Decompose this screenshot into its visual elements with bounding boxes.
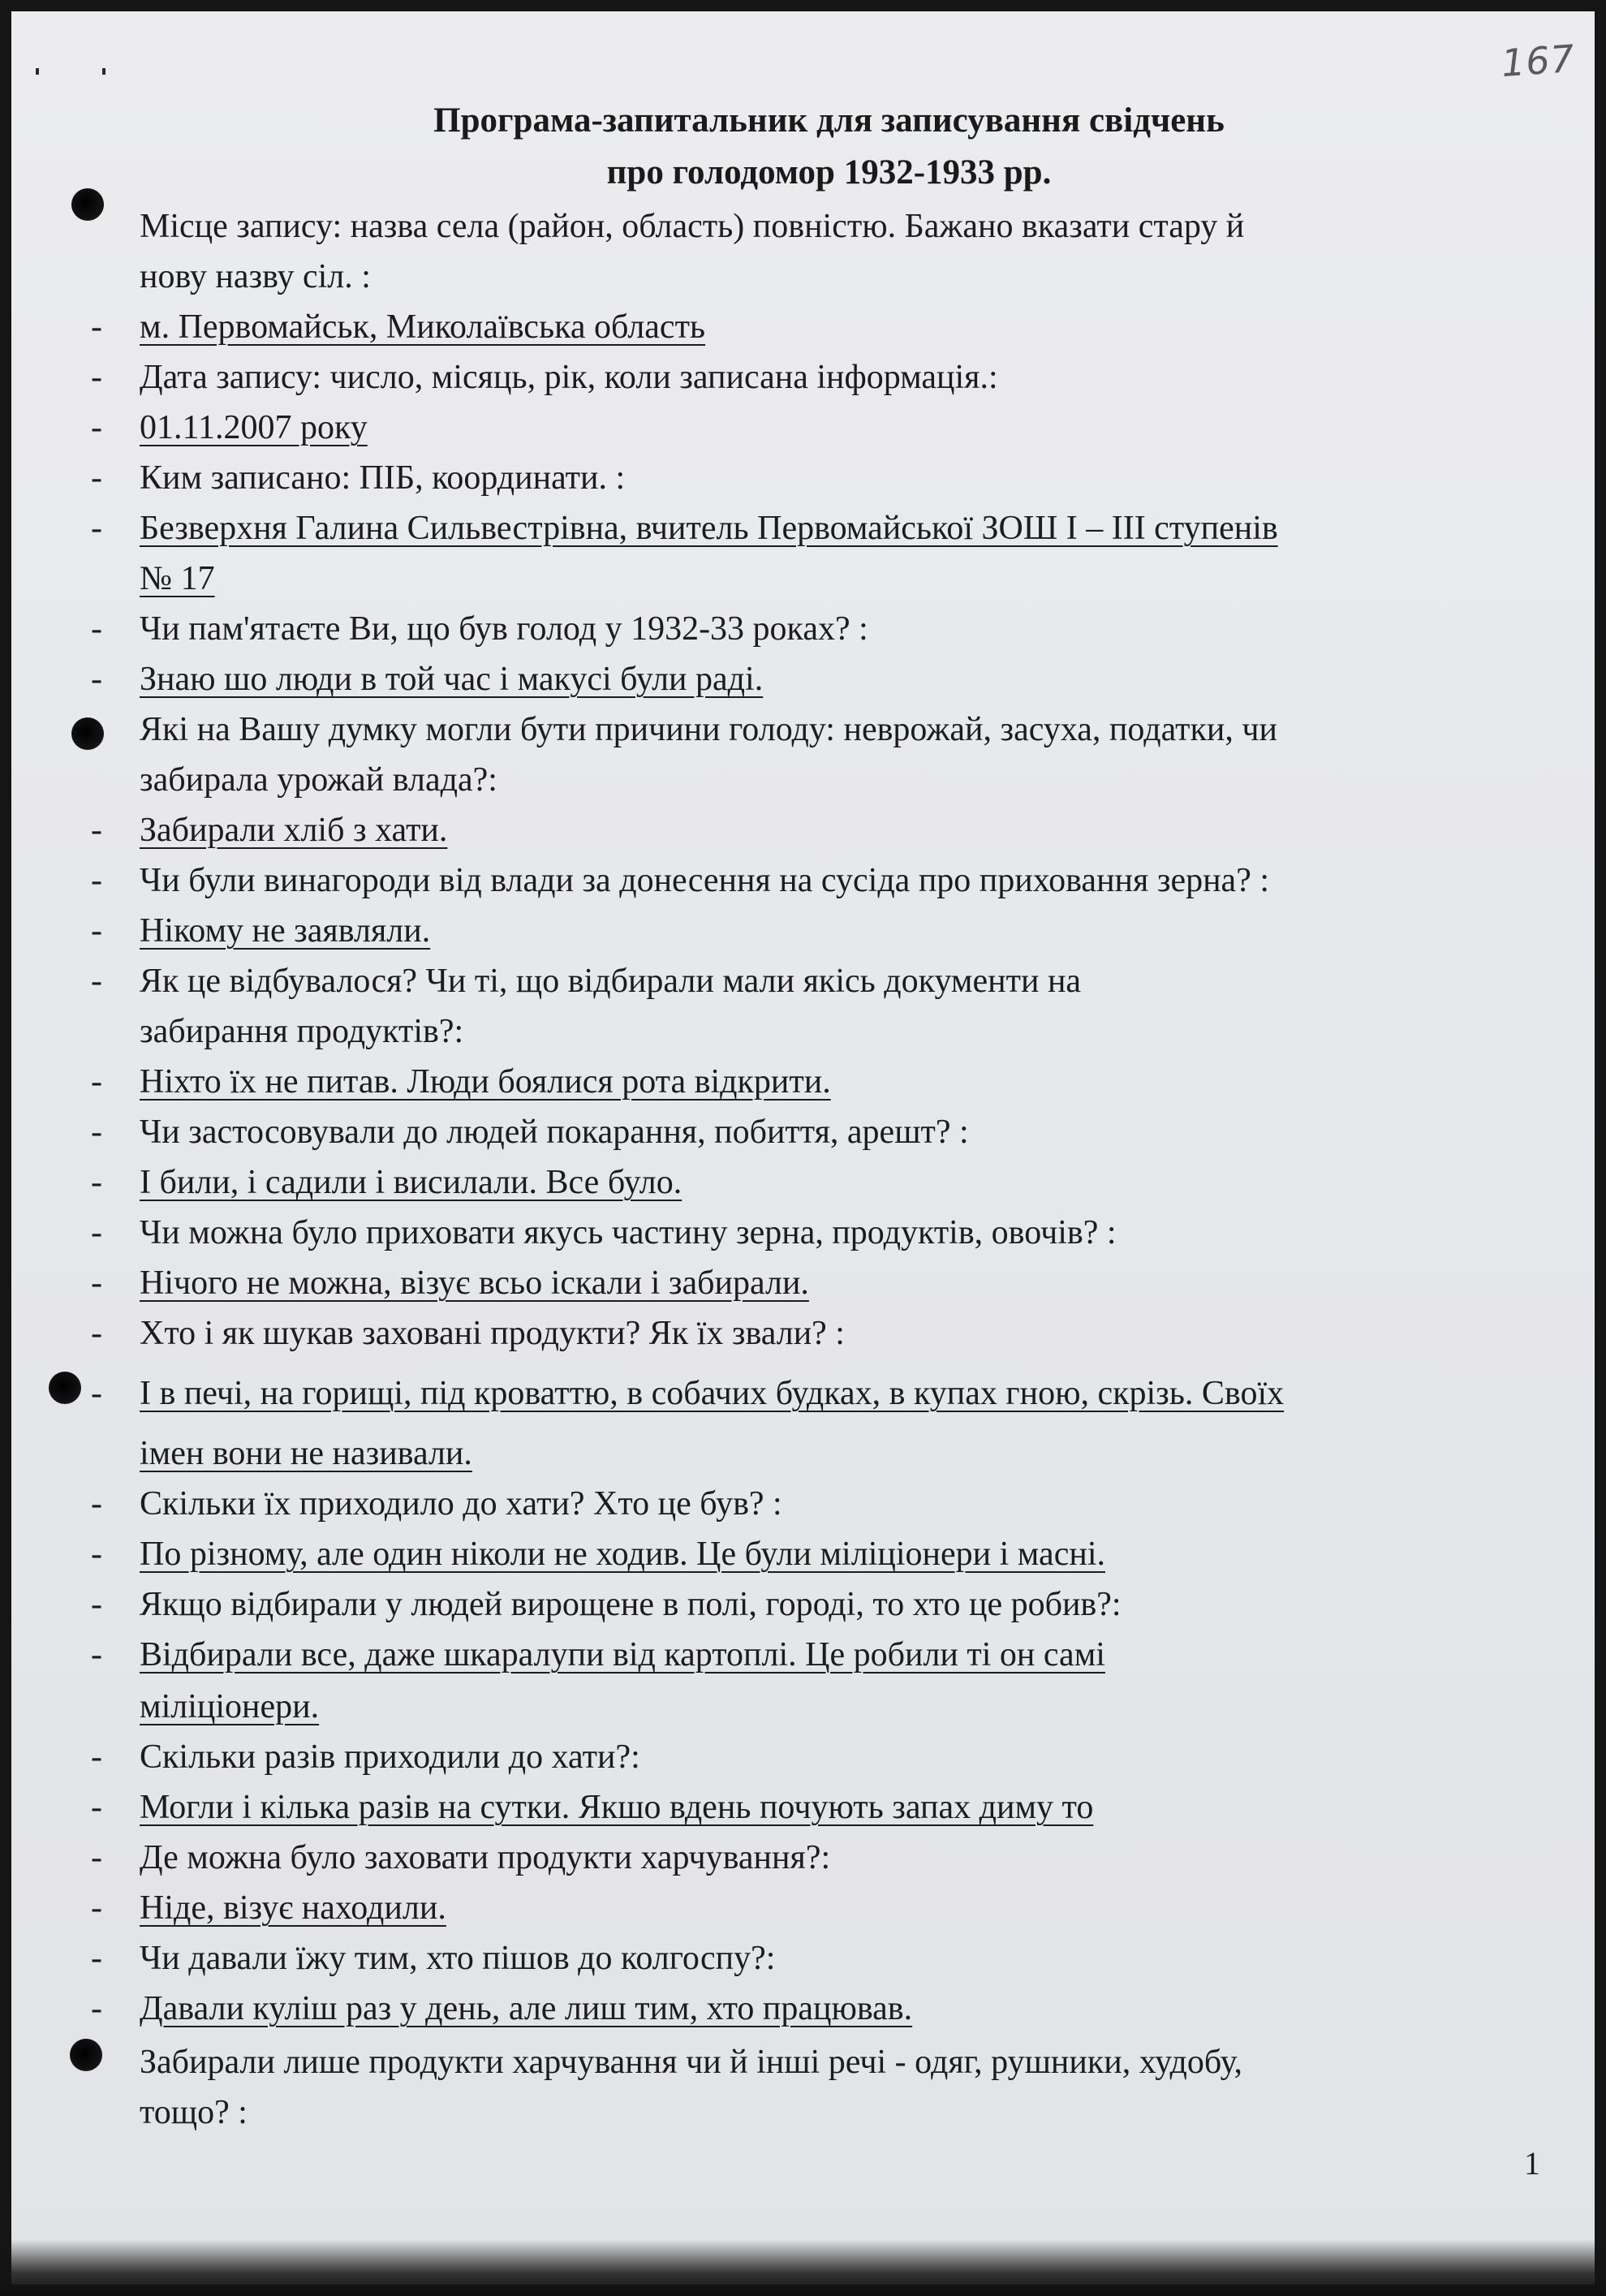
question-line: Чи застосовували до людей покарання, побиття, арешт? : — [140, 1114, 969, 1151]
list-dash: - — [91, 359, 102, 396]
list-dash: - — [91, 912, 102, 950]
question-line: Як це відбувалося? Чи ті, що відбирали мали якісь документи на — [140, 963, 1082, 1000]
answer-line: Відбирали все, даже шкаралупи від картоплі. Це робили ті он самі — [140, 1636, 1105, 1674]
list-dash: - — [91, 1636, 102, 1674]
list-dash: - — [91, 1940, 102, 1977]
answer-line: Знаю шо люди в той час і макусі були раді. — [140, 661, 764, 698]
answer-line: імен вони не називали. — [140, 1435, 472, 1472]
list-dash: - — [91, 812, 102, 849]
answer-line: Могли і кілька разів на сутки. Якшо вдень почують запах диму то — [140, 1789, 1094, 1826]
list-dash: - — [91, 1114, 102, 1151]
list-dash: - — [91, 1889, 102, 1927]
list-dash: - — [91, 963, 102, 1000]
question-line: Дата запису: число, місяць, рік, коли записана інформація.: — [140, 359, 998, 396]
list-dash: - — [91, 610, 102, 648]
list-dash: - — [91, 1375, 102, 1412]
question-line: Ким записано: ПІБ, координати. : — [140, 459, 626, 497]
question-line: Хто і як шукав заховані продукти? Як їх звали? : — [140, 1315, 845, 1352]
question-line: Які на Вашу думку могли бути причини голоду: неврожай, засуха, податки, чи — [140, 711, 1277, 748]
question-line: забирання продуктів?: — [140, 1013, 464, 1050]
list-dash: - — [91, 661, 102, 698]
page-number: 1 — [1524, 2145, 1540, 2182]
list-dash: - — [91, 1990, 102, 2027]
list-dash: - — [91, 308, 102, 346]
list-dash: - — [91, 1586, 102, 1623]
question-line: Чи пам'ятаєте Ви, що був голод у 1932-33 роках? : — [140, 610, 868, 648]
answer-line: Ніхто їх не питав. Люди боялися рота відкрити. — [140, 1063, 831, 1101]
answer-line: Нічого не можна, візує всьо іскали і забирали. — [140, 1264, 809, 1302]
list-dash: - — [91, 1164, 102, 1201]
list-dash: - — [91, 1738, 102, 1776]
list-dash: - — [91, 1063, 102, 1101]
answer-line: м. Первомайськ, Миколаївська область — [140, 308, 706, 346]
answer-line: № 17 — [140, 560, 215, 597]
question-line: Де можна було заховати продукти харчування?: — [140, 1839, 831, 1876]
document-subtitle: про голодомор 1932-1933 рр. — [606, 153, 1052, 192]
question-line: Якщо відбирали у людей вирощене в полі, городі, то хто це робив?: — [140, 1586, 1122, 1623]
list-dash: - — [91, 510, 102, 547]
list-dash: - — [91, 409, 102, 446]
question-line: Чи давали їжу тим, хто пішов до колгоспу?: — [140, 1940, 776, 1977]
list-dash: - — [91, 1315, 102, 1352]
list-dash: - — [91, 1264, 102, 1302]
answer-line: По різному, але один ніколи не ходив. Це були міліціонери і масні. — [140, 1536, 1105, 1573]
answer-line: Безверхня Галина Сильвестрівна, вчитель Первомайської ЗОШ І – ІІІ ступенів — [140, 510, 1278, 547]
answer-line: І били, і садили і висилали. Все було. — [140, 1164, 682, 1201]
list-dash: - — [91, 1536, 102, 1573]
answer-line: міліціонери. — [140, 1688, 320, 1725]
question-line: Скільки разів приходили до хати?: — [140, 1738, 640, 1776]
answer-line: І в печі, на горищі, під кроваттю, в собачих будках, в купах гною, скрізь. Своїх — [140, 1375, 1285, 1412]
list-dash: - — [91, 862, 102, 899]
document-title: Програма-запитальник для записування свідчень — [433, 101, 1225, 140]
list-dash: - — [91, 1789, 102, 1826]
answer-line: Нікому не заявляли. — [140, 912, 431, 950]
question-line: забирала урожай влада?: — [140, 761, 497, 799]
answer-line: Ніде, візує находили. — [140, 1889, 446, 1927]
question-line: нову назву сіл. : — [140, 258, 371, 295]
list-dash: - — [91, 459, 102, 497]
answer-line: 01.11.2007 року — [140, 409, 368, 446]
answer-line: Давали куліш раз у день, але лиш тим, хто працював. — [140, 1990, 913, 2027]
question-line: Скільки їх приходило до хати? Хто це був? : — [140, 1485, 782, 1523]
question-line: Місце запису: назва села (район, область) повністю. Бажано вказати стару й — [140, 208, 1245, 245]
scan-edge-shadow — [0, 2239, 1606, 2296]
question-line: тощо? : — [140, 2094, 248, 2131]
answer-line: Забирали хліб з хати. — [140, 812, 448, 849]
list-dash: - — [91, 1214, 102, 1251]
question-line: Чи можна було приховати якусь частину зерна, продуктів, овочів? : — [140, 1214, 1117, 1251]
question-line: Забирали лише продукти харчування чи й інші речі - одяг, рушники, худобу, — [140, 2044, 1242, 2081]
list-dash: - — [91, 1839, 102, 1876]
list-dash: - — [91, 1485, 102, 1523]
question-line: Чи були винагороди від влади за донесення на сусіда про приховання зерна? : — [140, 862, 1270, 899]
archive-number: 167 — [1500, 36, 1577, 86]
